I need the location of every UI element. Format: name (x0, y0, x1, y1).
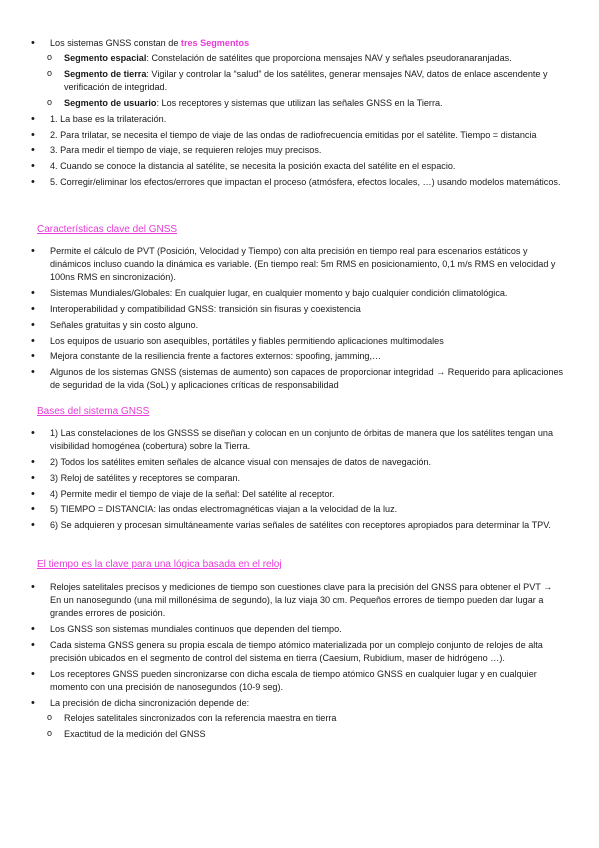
list-item: • Mejora constante de la resiliencia frente a factores externos: spoofing, jamming,… (0, 350, 599, 363)
sub-list-item: o Segmento espacial: Constelación de satélites que proporciona mensajes NAV y señales pseudoranaranjadas. (50, 52, 565, 65)
sub-list-item: o Exactitud de la medición del GNSS (50, 728, 565, 741)
list-item: • Interoperabilidad y compatibilidad GNSS: transición sin fisuras y coexistencia (0, 303, 599, 316)
list-item: • Los equipos de usuario son asequibles, portátiles y fiables permitiendo aplicaciones multimodales (0, 335, 599, 348)
list-item: • 3) Reloj de satélites y receptores se comparan. (0, 472, 599, 485)
list-item: • Los receptores GNSS pueden sincronizarse con dicha escala de tiempo atómico GNSS en cualquier lugar y en cualquier momento con una precisión de nanosegundos (10-9 seg). (0, 668, 599, 694)
features-list (0, 245, 599, 393)
intro-list (0, 37, 599, 189)
sub-list (50, 712, 565, 741)
list-item: • Cada sistema GNSS genera su propia escala de tiempo atómico materializada por un complejo conjunto de relojes de alta precisión ubicados en el segmento de control del sistema en tierra (Caesium, Rubidium, maser de hidrógeno …). (0, 639, 599, 665)
list-item: • La precisión de dicha sincronización depende de: o Relojes satelitales sincronizados con la referencia maestra en tierra o Exactitud de la medición del GNSS (0, 697, 599, 741)
time-section (0, 581, 599, 744)
list-item: • Relojes satelitales precisos y mediciones de tiempo son cuestiones clave para la precisión del GNSS para obtener el PVT → En un nanosegundo (una mil millonésima de segundo), la luz viaja 30 cm. Pequeños errores de tiempo pueden dar lugar a grandes errores de posición. (0, 581, 599, 621)
list-item: • Señales gratuitas y sin costo alguno. (0, 319, 599, 332)
list-item: • 6) Se adquieren y procesan simultáneamente varias señales de satélites con receptores apropiados para determinar la TPV. (0, 519, 599, 532)
bases-section (0, 427, 599, 535)
list-item: • 5) TIEMPO = DISTANCIA: las ondas electromagnéticas viajan a la velocidad de la luz. (0, 503, 599, 516)
sub-list-item: o Segmento de usuario: Los receptores y sistemas que utilizan las señales GNSS en la Tierra. (50, 97, 565, 110)
list-item: • 2. Para trilatar, se necesita el tiempo de viaje de las ondas de radiofrecuencia emitidas por el satélite. Tiempo = distancia (0, 129, 599, 142)
list-item: • Permite el cálculo de PVT (Posición, Velocidad y Tiempo) con alta precisión en tiempo real para escenarios estáticos y dinámicos incluso cuando la dinámica es variable. (En tiempo real: 5m RMS en posicionamiento, 0,1 m/s RMS en velocidad y 100ns RMS en sincronización). (0, 245, 599, 285)
list-item: • Los sistemas GNSS constan de tres Segmentos o Segmento espacial: Constelación de satélites que proporciona mensajes NAV y señales pseudoranaranjadas. o Segmento de tierra: Vigilar y controlar la “salud” de los satélites, generar mensajes NAV, datos de enlace ascendente y verificación de integridad. o Segmento de usuario: Los receptores y sistemas que utilizan las señales GNSS en la Tierra. (0, 37, 599, 110)
time-list (0, 581, 599, 741)
list-item: • Algunos de los sistemas GNSS (sistemas de aumento) son capaces de proporcionar integridad → Requerido para aplicaciones de seguridad de la vida (SoL) y aplicaciones críticas de responsabilidad (0, 366, 599, 392)
list-item: • 1. La base es la trilateración. (0, 113, 599, 126)
list-item: • 3. Para medir el tiempo de viaje, se requieren relojes muy precisos. (0, 144, 599, 157)
features-section (0, 245, 599, 395)
sub-list-item: o Relojes satelitales sincronizados con la referencia maestra en tierra (50, 712, 565, 725)
list-item: • 4) Permite medir el tiempo de viaje de la señal: Del satélite al receptor. (0, 488, 599, 501)
list-item: • Los GNSS son sistemas mundiales continuos que dependen del tiempo. (0, 623, 599, 636)
list-item: • 2) Todos los satélites emiten señales de alcance visual con mensajes de datos de navegación. (0, 456, 599, 469)
section-heading: Características clave del GNSS (37, 224, 178, 235)
section-heading: El tiempo es la clave para una lógica basada en el reloj (37, 559, 282, 570)
list-item: • 1) Las constelaciones de los GNSSS se diseñan y colocan en un conjunto de órbitas de manera que los satélites tengan una visibilidad homogénea (cobertura) sobre la Tierra. (0, 427, 599, 453)
sub-list (50, 52, 565, 110)
list-item: • 5. Corregir/eliminar los efectos/errores que impactan el proceso (atmósfera, efectos locales, …) usando modelos matemáticos. (0, 176, 599, 189)
highlight-text: tres Segmentos (180, 38, 250, 48)
list-item: • 4. Cuando se conoce la distancia al satélite, se necesita la posición exacta del satélite en el espacio. (0, 160, 599, 173)
bases-list (0, 427, 599, 532)
list-item: • Sistemas Mundiales/Globales: En cualquier lugar, en cualquier momento y bajo cualquier condición climatológica. (0, 287, 599, 300)
intro-section (0, 37, 599, 192)
sub-list-item: o Segmento de tierra: Vigilar y controlar la “salud” de los satélites, generar mensajes NAV, datos de enlace ascendente y verificación de integridad. (50, 68, 565, 94)
section-heading: Bases del sistema GNSS (37, 406, 150, 417)
